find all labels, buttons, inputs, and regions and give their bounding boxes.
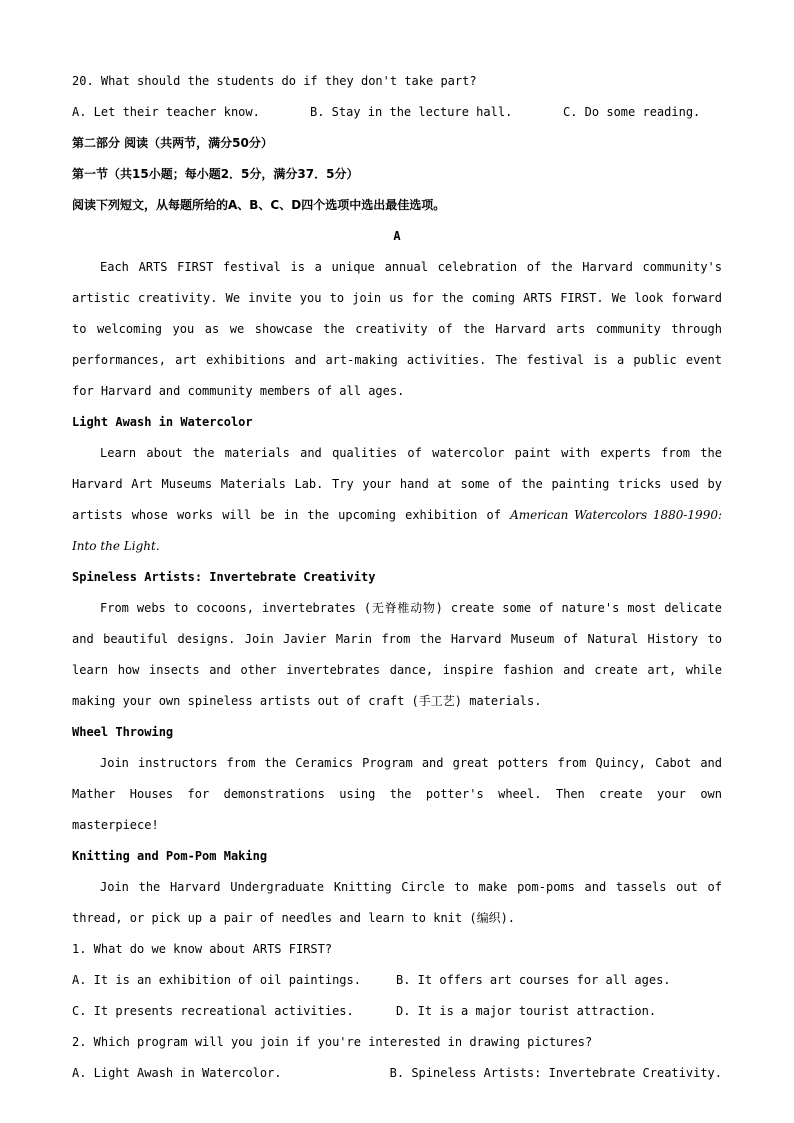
q2-option-b: B. Spineless Artists: Invertebrate Creativity. bbox=[389, 1066, 722, 1080]
question-2-stem: 2. Which program will you join if you're interested in drawing pictures? bbox=[72, 1035, 593, 1049]
part2-heading: 第二部分 阅读（共两节，满分50分） bbox=[72, 136, 273, 150]
exhibition-title: American Watercolors 1880-1990: Into the Light. bbox=[72, 508, 723, 553]
section-body-watercolor bbox=[72, 438, 722, 562]
passage-intro: Each ARTS FIRST festival is a unique annual celebration of the Harvard community's artistic creativity. We invite you to join us for the coming ARTS FIRST. We look forward to welcoming you as we showcase the creativity of the Harvard arts community through performances, art exhibitions and art-making activities. The festival is a public event for Harvard and community members of all ages. bbox=[72, 260, 722, 398]
section-title-wheel: Wheel Throwing bbox=[72, 725, 174, 739]
q20-option-a: A. Let their teacher know. bbox=[72, 105, 260, 119]
question-1-options-row2 bbox=[72, 996, 722, 1027]
q2-option-a: A. Light Awash in Watercolor. bbox=[72, 1066, 282, 1080]
section-title-spineless: Spineless Artists: Invertebrate Creativity bbox=[72, 570, 376, 584]
section-body-knitting: Join the Harvard Undergraduate Knitting Circle to make pom-poms and tassels out of thread, or pick up a pair of needles and learn to knit (编织). bbox=[72, 880, 722, 925]
q1-option-c: C. It presents recreational activities. bbox=[72, 1004, 354, 1018]
section1-heading: 第一节（共15小题；每小题2．5分，满分37．5分） bbox=[72, 167, 359, 181]
q1-option-d: D. It is a major tourist attraction. bbox=[396, 1004, 657, 1018]
section-title-knitting: Knitting and Pom-Pom Making bbox=[72, 849, 268, 863]
section-body-wheel: Join instructors from the Ceramics Program and great potters from Quincy, Cabot and Mather Houses for demonstrations using the potter's wheel. Then create your own masterpiece! bbox=[72, 756, 722, 832]
exam-page bbox=[72, 66, 722, 1089]
question-2-options-row1 bbox=[72, 1058, 722, 1089]
watercolor-text: Learn about the materials and qualities of watercolor paint with experts from the Harvard Art Museums Materials Lab. Try your hand at some of the painting tricks used by artists whose works will be in the upcoming exhibition of bbox=[72, 446, 722, 522]
reading-instruction: 阅读下列短文，从每题所给的A、B、C、D四个选项中选出最佳选项。 bbox=[72, 198, 446, 212]
section-title-watercolor: Light Awash in Watercolor bbox=[72, 415, 253, 429]
passage-letter: A bbox=[393, 229, 401, 243]
question-1-options-row1 bbox=[72, 965, 722, 996]
q1-option-a: A. It is an exhibition of oil paintings. bbox=[72, 973, 361, 987]
q1-option-b: B. It offers art courses for all ages. bbox=[396, 973, 671, 987]
question-20-options bbox=[72, 97, 722, 128]
question-1-stem: 1. What do we know about ARTS FIRST? bbox=[72, 942, 333, 956]
section-body-spineless: From webs to cocoons, invertebrates (无脊椎动物) create some of nature's most delicate and beautiful designs. Join Javier Marin from the Harvard Museum of Natural History to learn how insects and other invertebrates dance, inspire fashion and create art, while making your own spineless artists out of craft (手工艺) materials. bbox=[72, 601, 722, 708]
q20-option-b: B. Stay in the lecture hall. bbox=[310, 105, 513, 119]
q20-option-c: C. Do some reading. bbox=[563, 105, 701, 119]
question-20-stem: 20. What should the students do if they don't take part? bbox=[72, 74, 477, 88]
